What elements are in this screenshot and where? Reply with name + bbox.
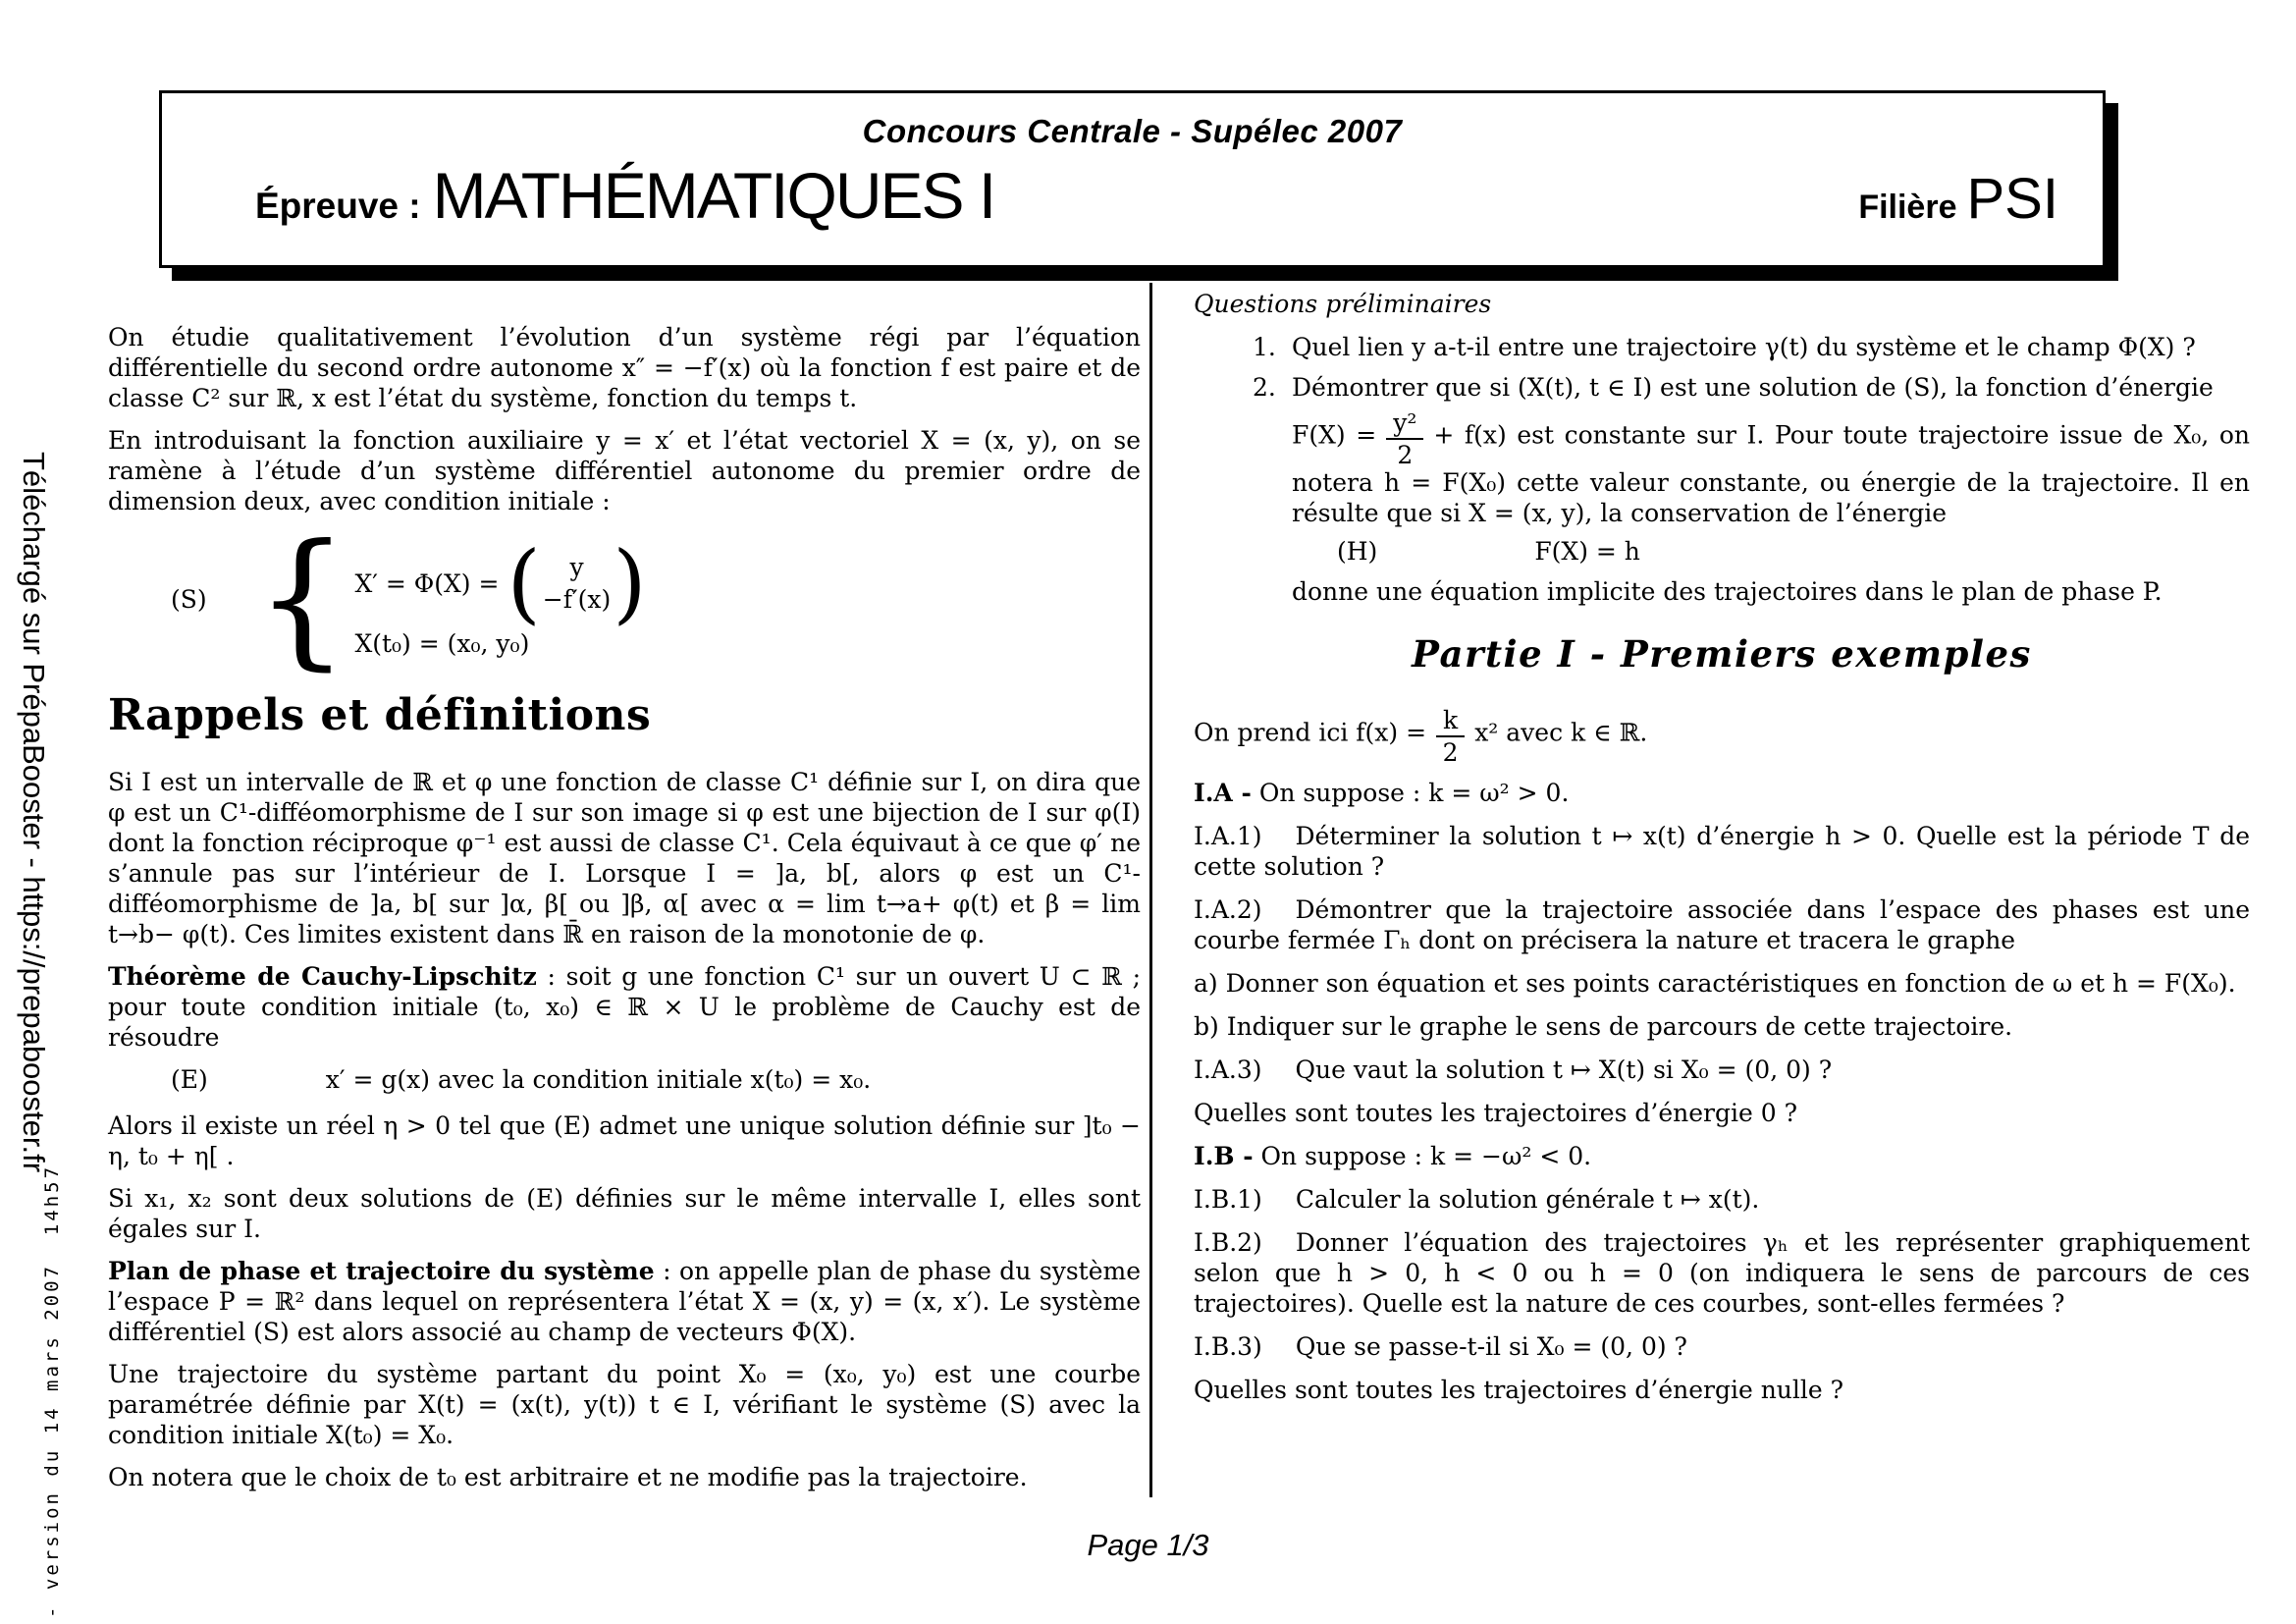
question-IA3-text: Que vaut la solution t ↦ X(t) si X₀ = (0, 0) ?	[1295, 1055, 1833, 1084]
equation-H	[1292, 536, 2250, 567]
system-S-line1-lhs: X′ = Φ(X) =	[354, 568, 500, 598]
question-2	[1194, 372, 2250, 611]
trajectory-paragraph: Une trajectoire du système partant du point X₀ = (x₀, y₀) est une courbe paramétrée définie par X(t) = (x(t), y(t)) t ∈ I, vérifiant le système (S) avec la condition initiale X(t₀) = X₀.	[108, 1360, 1141, 1450]
t0-note-paragraph: On notera que le choix de t₀ est arbitraire et ne modifie pas la trajectoire.	[108, 1463, 1028, 1492]
filiere-value: PSI	[1966, 167, 2058, 231]
header-box	[159, 90, 2106, 268]
question-IA3-number: I.A.3)	[1194, 1055, 1262, 1084]
right-column	[1194, 289, 2250, 1418]
section-IA	[1194, 778, 2250, 808]
preliminary-questions-title: Questions préliminaires	[1194, 290, 1492, 318]
equation-H-body: F(X) = h	[1534, 537, 1640, 566]
left-column	[108, 322, 1141, 1504]
question-IA3-extra: Quelles sont toutes les trajectoires d’énergie 0 ?	[1194, 1098, 1797, 1127]
question-IA2b: b) Indiquer sur le graphe le sens de parcours de cette trajectoire.	[1194, 1011, 2013, 1041]
cauchy-existence-paragraph: Alors il existe un réel η > 0 tel que (E) admet une unique solution définie sur ]t₀ − η, t₀ + η[ .	[108, 1111, 1141, 1171]
section-IB-label: I.B -	[1194, 1141, 1254, 1170]
energy-lhs: F(X) =	[1292, 420, 1377, 450]
question-2-intro: Démontrer que si (X(t), t ∈ I) est une solution de (S), la fonction d’énergie	[1292, 373, 2214, 402]
system-S-label: (S)	[171, 585, 207, 614]
question-1-number: 1.	[1253, 333, 1276, 361]
question-IB1	[1194, 1184, 2250, 1215]
system-S-line1	[354, 540, 646, 626]
fk-fraction-num: k	[1436, 706, 1465, 737]
system-S-line2: X(t₀) = (x₀, y₀)	[354, 629, 530, 658]
question-IA3	[1194, 1055, 2250, 1085]
equation-E-body: x′ = g(x) avec la condition initiale x(t₀) = x₀.	[325, 1065, 872, 1095]
vector-top: y	[569, 553, 584, 581]
intro-paragraph-1: On étudie qualitativement l’évolution d’un système régi par l’équation différentielle du second ordre autonome x″ = −f′(x) où la fonction f est paire et de classe C² sur ℝ, x est l’état du système, fonction du temps t.	[108, 323, 1141, 412]
question-IA1-text: Déterminer la solution t ↦ x(t) d’énergie h > 0. Quelle est la période T de cette solution ?	[1194, 821, 2250, 881]
contest-title: Concours Centrale - Supélec 2007	[862, 113, 1403, 149]
system-S-equation	[108, 528, 1141, 671]
question-IB2	[1194, 1227, 2250, 1319]
filiere-label: Filière	[1858, 189, 1957, 226]
question-2-body	[1292, 372, 2250, 611]
phase-plane-paragraph	[108, 1256, 1141, 1347]
vector-entries	[541, 551, 613, 616]
energy-rhs-text: + f(x) est constante sur I. Pour toute trajectoire issue de X₀, on notera h = F(X₀) cette valeur constante, ou énergie de la trajectoire. Il en résulte que si X = (x, y), la conservation de l’énergie	[1292, 420, 2251, 527]
question-IB1-text: Calculer la solution générale t ↦ x(t).	[1295, 1184, 1760, 1214]
cauchy-theorem-text: : soit g une fonction C¹ sur un ouvert U ⊂ ℝ ; pour toute condition initiale (t₀, x₀) ∈ ℝ × U le problème de Cauchy est de résoudre	[108, 962, 1141, 1053]
equation-H-label: (H)	[1337, 537, 1378, 566]
question-IB3-number: I.B.3)	[1194, 1331, 1262, 1361]
epreuve-label: Épreuve :	[255, 186, 421, 226]
header-row	[162, 158, 2103, 233]
rappels-paragraph: Si I est un intervalle de ℝ et φ une fonction de classe C¹ définie sur I, on dira que φ est un C¹-difféomorphisme de I sur son image si φ est une bijection de I sur φ(I) dont la fonction réciproque φ⁻¹ est aussi de classe C¹. Cela équivaut à ce que φ′ ne s’annule pas sur l’intérieur de I. Lorsque I = ]a, b[, alors φ est un C¹-difféomorphisme de ]a, b[ sur ]α, β[ ou ]β, α[ avec α = lim t→a+ φ(t) et β = lim t→b− φ(t). Ces limites existent dans ℝ̄ en raison de la monotonie de φ.	[108, 768, 1141, 949]
open-paren-glyph	[507, 540, 540, 626]
question-IA2-text: Démontrer que la trajectoire associée dans l’espace des phases est une courbe fermée Γₕ dont on précisera la nature et tracera le graphe	[1194, 894, 2250, 954]
section-IB-text: On suppose : k = −ω² < 0.	[1253, 1141, 1592, 1170]
column-divider	[1149, 283, 1152, 1497]
page-number: Page 1/3	[1087, 1528, 1209, 1562]
system-S-lines	[354, 540, 646, 659]
question-2-end: donne une équation implicite des trajectoires dans le plan de phase P.	[1292, 577, 2163, 606]
section-IA-label: I.A -	[1194, 778, 1252, 807]
sidebar-download-text: Téléchargé sur PrépaBooster - https://prepabooster.fr	[17, 452, 51, 1173]
section-IA-text: On suppose : k = ω² > 0.	[1251, 778, 1570, 807]
cauchy-theorem-title: Théorème de Cauchy-Lipschitz	[108, 962, 537, 992]
epreuve-title: MATHÉMATIQUES I	[432, 159, 995, 232]
equation-E	[108, 1064, 1141, 1095]
cauchy-uniqueness-paragraph: Si x₁, x₂ sont deux solutions de (E) définies sur le même intervalle I, elles sont égales sur I.	[108, 1184, 1141, 1244]
question-IA2-number: I.A.2)	[1194, 894, 1262, 924]
energy-fraction-den: 2	[1397, 441, 1414, 469]
fk-fraction	[1436, 706, 1465, 767]
filiere-group	[1858, 166, 2058, 232]
epreuve-group	[255, 158, 994, 233]
energy-function-line	[1292, 406, 2250, 528]
question-1	[1194, 332, 2250, 362]
column-vector	[507, 540, 646, 626]
question-IB2-text: Donner l’équation des trajectoires γₕ et les représenter graphiquement selon que h > 0, h < 0 ou h = 0 (on indiquera le sens de parcours de ces trajectoires). Quelle est la nature de ces courbes, sont-elles fermées ?	[1194, 1227, 2250, 1318]
fk-post: x² avec k ∈ ℝ.	[1474, 718, 1648, 747]
intro-paragraph-2: En introduisant la fonction auxiliaire y = x′ et l’état vectoriel X = (x, y), on se ramène à l’étude d’un système différentiel autonome du premier ordre de dimension deux, avec condition initiale :	[108, 426, 1141, 515]
part-I-title: Partie I - Premiers exemples	[1412, 632, 2032, 676]
question-IA2a: a) Donner son équation et ses points caractéristiques en fonction de ω et h = F(X₀).	[1194, 968, 2236, 998]
question-IB2-number: I.B.2)	[1194, 1227, 1262, 1257]
question-1-text: Quel lien y a-t-il entre une trajectoire γ(t) du système et le champ Φ(X) ?	[1292, 333, 2196, 361]
question-2-number: 2.	[1253, 373, 1276, 402]
question-IB3-text: Que se passe-t-il si X₀ = (0, 0) ?	[1295, 1331, 1687, 1361]
equation-E-label: (E)	[171, 1065, 208, 1095]
cauchy-theorem-paragraph	[108, 961, 1141, 1053]
phase-plane-text: : on appelle plan de phase du système l’espace P = ℝ² dans lequel on représentera l’état X = (x, y) = (x, x′). Le système différentiel (S) est alors associé au champ de vecteurs Φ(X).	[108, 1257, 1141, 1347]
question-IB1-number: I.B.1)	[1194, 1184, 1262, 1214]
phase-plane-title: Plan de phase et trajectoire du système	[108, 1257, 655, 1286]
question-IB3	[1194, 1331, 2250, 1362]
left-brace-glyph	[255, 528, 348, 671]
question-IA2	[1194, 894, 2250, 955]
section-IB	[1194, 1141, 2250, 1171]
sidebar-version-text: - version du 14 mars 2007 14h57	[41, 1164, 63, 1618]
energy-fraction	[1386, 408, 1423, 469]
vector-bottom: −f′(x)	[542, 585, 612, 614]
fk-definition-line	[1194, 704, 2250, 765]
question-IA1	[1194, 821, 2250, 882]
close-paren-glyph	[613, 540, 646, 626]
question-IB3-extra: Quelles sont toutes les trajectoires d’énergie nulle ?	[1194, 1375, 1844, 1404]
section-title-rappels: Rappels et définitions	[108, 690, 652, 740]
fk-fraction-den: 2	[1442, 737, 1459, 767]
energy-fraction-num: y²	[1386, 408, 1423, 440]
fk-pre: On prend ici f(x) =	[1194, 718, 1427, 747]
question-IA1-number: I.A.1)	[1194, 821, 1262, 850]
